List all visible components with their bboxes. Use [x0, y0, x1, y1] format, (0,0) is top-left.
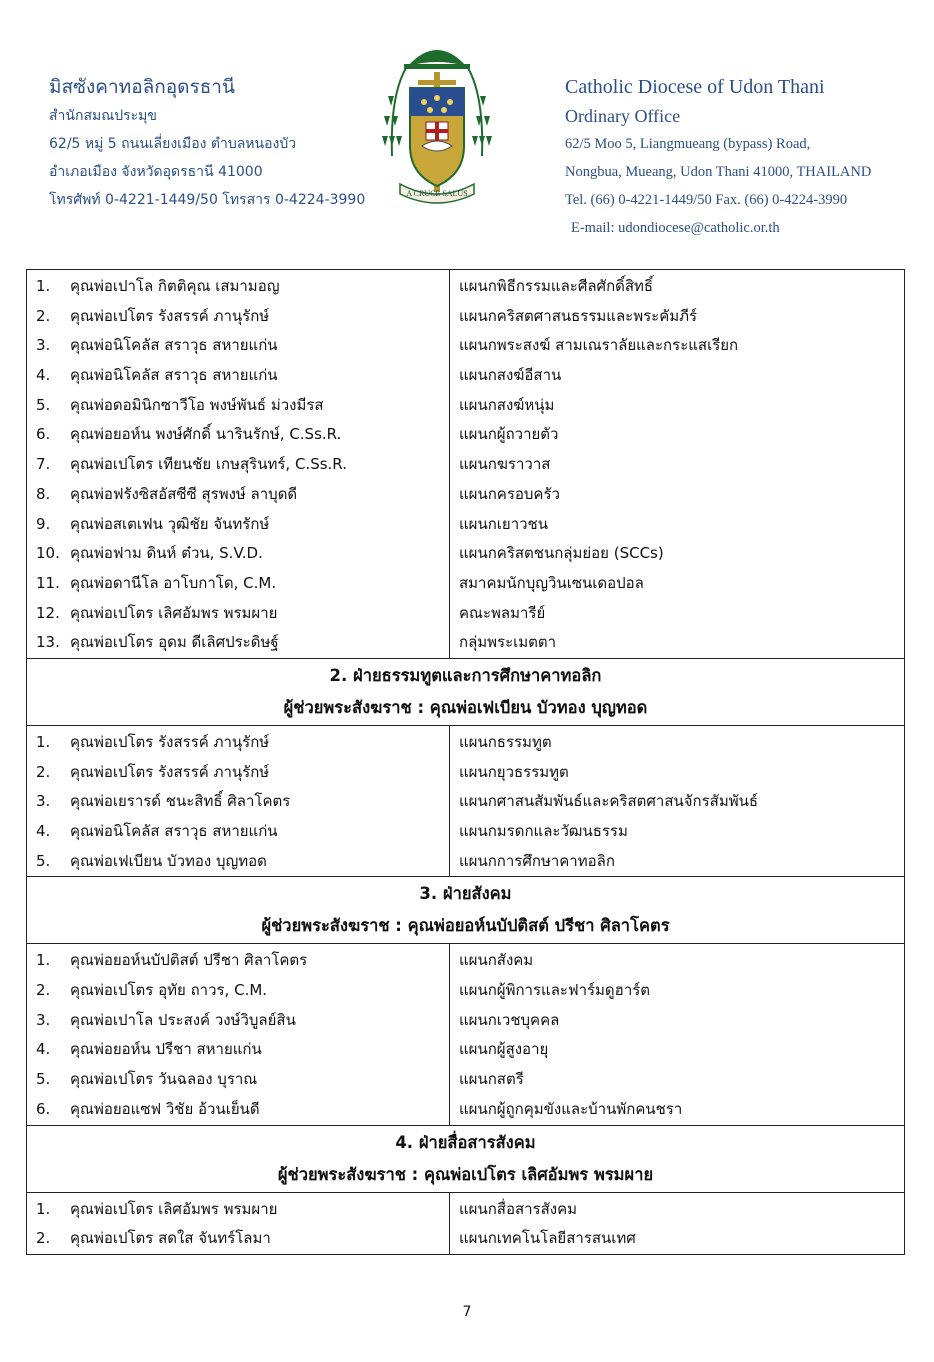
priest-name: คุณพ่อยอห์น พงษ์ศักดิ์ นารินรักษ์, C.Ss.R. [70, 425, 342, 444]
department-name: แผนกผู้ถูกคุมขังและบ้านพักคนชรา [459, 1099, 683, 1118]
address-line-1-thai: 62/5 หมู่ 5 ถนนเลี่ยงเมือง ตำบลหนองบัว [49, 136, 297, 152]
department-name: แผนกคริสตชนกลุ่มย่อย (SCCs) [459, 544, 664, 563]
priest-name: คุณพ่อเปโตร รังสรรค์ ภานุรักษ์ [70, 306, 270, 325]
page-number: 7 [462, 1304, 472, 1320]
row-number: 5. [36, 395, 51, 414]
department-name: แผนกครอบครัว [459, 484, 560, 503]
priest-name: คุณพ่อนิโคลัส สราวุธ สหายแก่น [70, 822, 278, 840]
table-row [27, 976, 449, 1006]
table-row [27, 450, 449, 480]
table-row [27, 946, 449, 976]
department-name: แผนกผู้ถวายตัว [459, 425, 559, 444]
row-number: 10. [36, 544, 60, 563]
priest-name-column [27, 1192, 450, 1254]
department-name: แผนกผู้สูงอายุ [459, 1040, 549, 1059]
table-row [27, 420, 449, 450]
section-body [27, 725, 905, 876]
row-number: 3. [36, 1010, 51, 1029]
priest-name-column [27, 944, 450, 1125]
section-body [27, 270, 905, 659]
department-name: แผนกการศึกษาคาทอลิก [459, 851, 615, 870]
section-assistant: ผู้ช่วยพระสังฆราช : คุณพ่อเฟเบียน บัวทอง บุญทอด [283, 697, 648, 717]
row-number: 6. [36, 425, 51, 444]
table-row [27, 628, 449, 658]
row-number: 6. [36, 1099, 51, 1118]
department-name: กลุ่มพระเมตตา [459, 633, 557, 652]
address-line-2-english: Nongbua, Mueang, Udon Thani 41000, THAILAND [565, 164, 872, 180]
priest-name: คุณพ่อเปโตร เลิศอัมพร พรมผาย [70, 603, 278, 622]
address-line-2-thai: อำเภอเมือง จังหวัดอุดรธานี 41000 [49, 164, 263, 180]
header-left [49, 72, 365, 214]
department-name: แผนกพระสงฆ์ สามเณราลัยและกระแสเรียก [459, 336, 739, 355]
row-number: 1. [36, 1199, 51, 1218]
priest-name: คุณพ่อเฟเบียน บัวทอง บุญทอด [70, 851, 267, 870]
priest-name: คุณพ่อดานีโล อาโบกาโด, C.M. [70, 573, 277, 592]
department-name: แผนกฆราวาส [459, 455, 551, 474]
section-title: 3. ฝ่ายสังคม [419, 884, 512, 904]
table-row [27, 758, 449, 788]
table-row [27, 817, 449, 847]
priest-name: คุณพ่อเปาโล กิตติคุณ เสมามอญ [70, 277, 280, 295]
row-number: 5. [36, 1070, 51, 1089]
row-number: 13. [36, 633, 60, 652]
priest-name: คุณพ่อเปโตร รังสรรค์ ภานุรักษ์ [70, 732, 270, 751]
table-row [27, 728, 449, 758]
row-number: 1. [36, 951, 51, 970]
row-number: 12. [36, 603, 60, 622]
priest-name: คุณพ่อเปโตร วันฉลอง บุราณ [70, 1070, 258, 1089]
table-row [27, 1035, 449, 1065]
row-number: 9. [36, 514, 51, 533]
table-row [27, 272, 449, 302]
table-row [27, 1006, 449, 1036]
office-name-english: Ordinary Office [565, 106, 681, 126]
department-column [450, 725, 905, 876]
priest-name: คุณพ่อนิโคลัส สราวุธ สหายแก่น [70, 336, 278, 355]
department-column [450, 944, 905, 1125]
department-name: แผนกเทคโนโลยีสารสนเทศ [459, 1229, 636, 1248]
department-name: แผนกพิธีกรรมและศีลศักดิ์สิทธิ์ [459, 277, 654, 295]
department-name: แผนกสงฆ์หนุ่ม [459, 395, 555, 414]
department-name: แผนกสงฆ์อีสาน [459, 366, 562, 385]
org-name-thai: มิสซังคาทอลิกอุดรธานี [49, 76, 235, 98]
department-name: แผนกมรดกและวัฒนธรรม [459, 822, 628, 840]
priest-name: คุณพ่อนิโคลัส สราวุธ สหายแก่น [70, 366, 278, 385]
address-line-1-english: 62/5 Moo 5, Liangmueang (bypass) Road, [565, 136, 811, 152]
priest-name: คุณพ่อเยรารด์ ชนะสิทธิ์ ศิลาโคตร [70, 792, 291, 811]
department-name: แผนกเยาวชน [459, 514, 548, 533]
table-row [27, 331, 449, 361]
row-number: 4. [36, 1040, 51, 1059]
row-number: 8. [36, 484, 51, 503]
priest-name: คุณพ่อฟาม ดินห์ ต๋วน, S.V.D. [70, 544, 263, 563]
priest-name: คุณพ่อเปโตร อุดม ดีเลิศประดิษฐ์ [70, 633, 279, 652]
phone-thai: โทรศัพท์ 0-4221-1449/50 โทรสาร 0-4224-3990 [49, 192, 366, 208]
priest-name: คุณพ่อฟรังซิสอัสซีซี สุรพงษ์ ลาบุดดี [70, 484, 298, 503]
department-name: แผนกสตรี [459, 1070, 524, 1089]
table-row [27, 569, 449, 599]
department-name: แผนกเวชบุคคล [459, 1010, 560, 1029]
department-name: คณะพลมารีย์ [459, 603, 546, 622]
section-assistant: ผู้ช่วยพระสังฆราช : คุณพ่อยอห์นบัปติสต์ ปรีชา ศิลาโคตร [261, 916, 670, 936]
table-row [27, 302, 449, 332]
diocese-crest-icon [378, 36, 496, 208]
row-number: 2. [36, 306, 51, 325]
department-name: แผนกสังคม [459, 951, 534, 970]
department-name: สมาคมนักบุญวินเซนเดอปอล [459, 573, 644, 592]
department-name: แผนกสื่อสารสังคม [459, 1199, 577, 1218]
row-number: 2. [36, 762, 51, 781]
row-number: 1. [36, 277, 51, 295]
table-row [27, 391, 449, 421]
table-row [27, 1224, 449, 1254]
priest-name: คุณพ่อสเตเฟน วุฒิชัย จันทรักษ์ [70, 514, 270, 533]
section-assistant: ผู้ช่วยพระสังฆราช : คุณพ่อเปโตร เลิศอัมพร พรมผาย [277, 1164, 654, 1184]
row-number: 3. [36, 336, 51, 355]
table-row [27, 510, 449, 540]
priest-name: คุณพ่อเปโตร รังสรรค์ ภานุรักษ์ [70, 762, 270, 781]
row-number: 2. [36, 1229, 51, 1248]
row-number: 3. [36, 792, 51, 811]
priest-name: คุณพ่อยอแซฟ วิชัย อ้วนเย็นดี [70, 1099, 260, 1118]
priest-name: คุณพ่อเปโตร อุทัย ถาวร, C.M. [70, 981, 268, 1000]
phone-english: Tel. (66) 0-4221-1449/50 Fax. (66) 0-4224-3990 [565, 192, 848, 208]
department-name: แผนกยุวธรรมทูต [459, 762, 569, 781]
priest-name-column [27, 270, 450, 659]
department-name: แผนกศาสนสัมพันธ์และคริสตศาสนจักรสัมพันธ์ [459, 792, 759, 811]
priest-name: คุณพ่อยอห์นบัปติสต์ ปรีชา ศิลาโคตร [70, 951, 308, 970]
section-body [27, 944, 905, 1125]
org-name-english: Catholic Diocese of Udon Thani [565, 76, 825, 98]
table-row [27, 847, 449, 877]
table-row [27, 787, 449, 817]
row-number: 11. [36, 573, 60, 592]
section-title: 2. ฝ่ายธรรมทูตและการศึกษาคาทอลิก [329, 665, 602, 685]
crest-motto: A CRUCE SALUS [406, 189, 468, 198]
row-number: 2. [36, 981, 51, 1000]
priest-name: คุณพ่อยอห์น ปรีชา สหายแก่น [70, 1040, 262, 1059]
department-column [450, 270, 905, 659]
table-row [27, 1065, 449, 1095]
department-table [26, 269, 905, 1255]
priest-name: คุณพ่อเปโตร เลิศอัมพร พรมผาย [70, 1199, 278, 1218]
row-number: 7. [36, 455, 51, 474]
table-row [27, 480, 449, 510]
office-name-thai: สำนักสมณประมุข [49, 108, 157, 124]
table-row [27, 361, 449, 391]
section-header [27, 1125, 905, 1192]
department-column [450, 1192, 905, 1254]
table-row [27, 1095, 449, 1125]
priest-name: คุณพ่อดอมินิกซาวีโอ พงษ์พันธ์ ม่วงมีรส [70, 395, 324, 414]
table-row [27, 1195, 449, 1225]
row-number: 1. [36, 732, 51, 751]
section-header [27, 877, 905, 944]
priest-name: คุณพ่อเปาโล ประสงค์ วงษ์วิบูลย์สิน [70, 1010, 296, 1029]
email-address: E-mail: udondiocese@catholic.or.th [571, 220, 780, 236]
priest-name: คุณพ่อเปโตร เทียนชัย เกษสุรินทร์, C.Ss.R. [70, 455, 347, 474]
section-title: 4. ฝ่ายสื่อสารสังคม [395, 1132, 536, 1152]
row-number: 5. [36, 851, 51, 870]
priest-name: คุณพ่อเปโตร สดใส จันทร์โลมา [70, 1229, 271, 1248]
header-right [565, 72, 871, 242]
row-number: 4. [36, 822, 51, 840]
section-body [27, 1192, 905, 1254]
priest-name-column [27, 725, 450, 876]
department-name: แผนกผู้พิการและฟาร์มดูฮาร์ต [459, 981, 651, 1000]
department-name: แผนกธรรมทูต [459, 732, 552, 751]
table-row [27, 539, 449, 569]
row-number: 4. [36, 366, 51, 385]
table-row [27, 599, 449, 629]
section-header [27, 658, 905, 725]
department-name: แผนกคริสตศาสนธรรมและพระคัมภีร์ [459, 306, 698, 325]
